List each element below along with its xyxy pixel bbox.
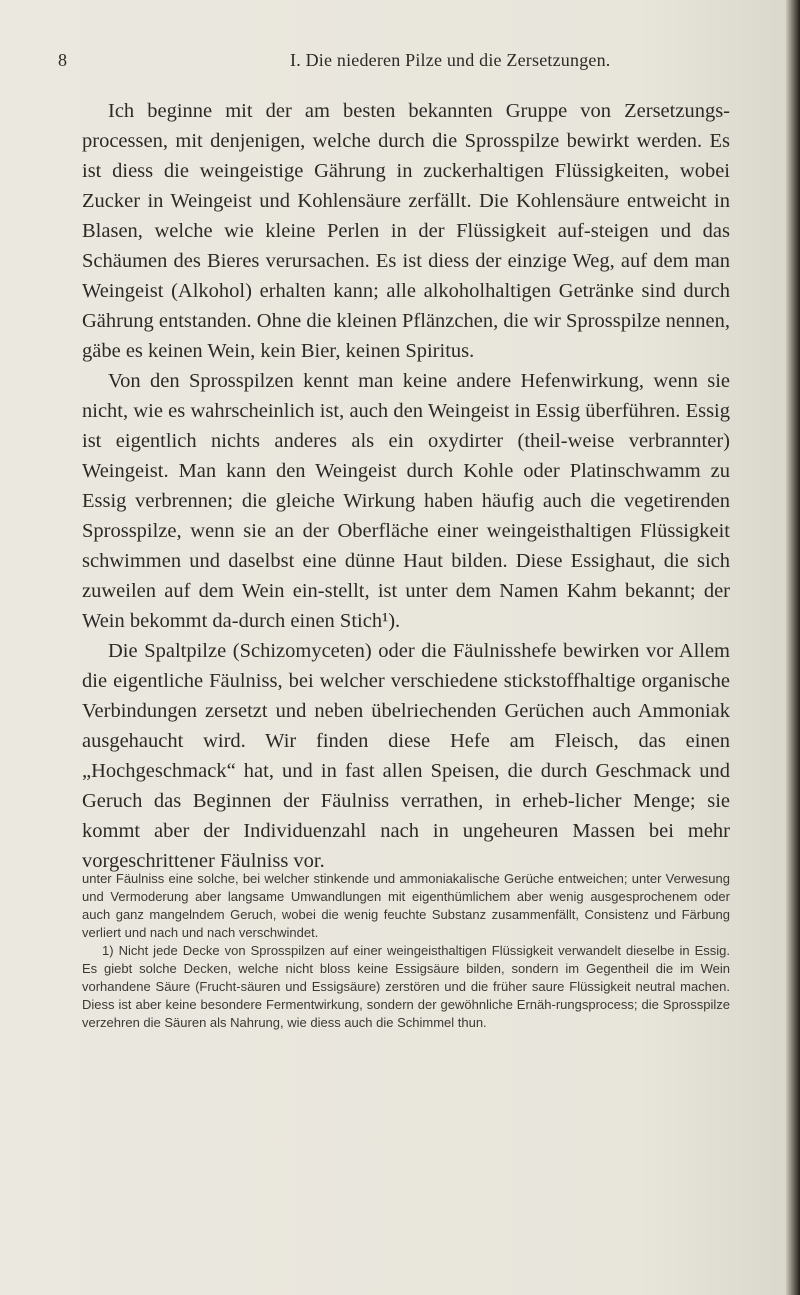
page-edge-shadow [786,0,800,1295]
footnotes [82,870,730,1032]
page-header [40,50,760,80]
page-number: 8 [58,50,67,70]
footnote-continuation: unter Fäulniss eine solche, bei welcher stinkende und ammoniakalische Gerüche entweichen; unter Verwesung und Vermoderung aber langsame Umwandlungen mit eigenthümlichem aber wenig ausgesprochenem oder auch ganz mangelndem Geruch, wobei die wenig feuchte Substanz zusammenfällt, Consistenz und Färbung verliert und nach und nach verschwindet. [82,871,730,940]
paragraph-essig: Von den Sprosspilzen kennt man keine andere Hefenwirkung, wenn sie nicht, wie es wahrscheinlich ist, auch den Weingeist in Essig überführen. Essig ist eigentlich nichts anderes als ein oxydirter (theil-weise verbrannter) Weingeist. Man kann den Weingeist durch Kohle oder Platinschwamm zu Essig verbrennen; die gleiche Wirkung haben häufig auch die vegetirenden Sprosspilze, wenn sie an der Oberfläche einer weingeisthaltigen Flüssigkeit schwimmen und daselbst eine dünne Haut bilden. Diese Essighaut, die sich zuweilen auf dem Wein ein-stellt, ist unter dem Namen Kahm bekannt; der Wein bekommt da-durch einen Stich¹). [82,370,730,632]
running-head: I. Die niederen Pilze und die Zersetzungen. [290,50,611,70]
footnote-1: 1) Nicht jede Decke von Sprosspilzen auf einer weingeisthaltigen Flüssigkeit verwandelt dieselbe in Essig. Es giebt solche Decken, welche nicht bloss keine Essigsäure bilden, sondern im Gegentheil die im Wein vorhandene Säure (Frucht-säuren und Essigsäure) zerstören und die früher saure Flüssigkeit neutral machen. Diess ist aber keine besondere Fermentwirkung, sondern der gewöhnliche Ernäh-rungsprocess; die Sprosspilze verzehren die Säuren als Nahrung, wie diess auch die Schimmel thun. [82,943,730,1030]
paragraph-sprosspilze: Ich beginne mit der am besten bekannten Gruppe von Zersetzungs-processen, mit denjenigen, welche durch die Sprosspilze bewirkt werden. Es ist diess die weingeistige Gährung in zuckerhaltigen Flüssigkeiten, wobei Zucker in Weingeist und Kohlensäure zerfällt. Die Kohlensäure entweicht in Blasen, welche wie kleine Perlen in der Flüssigkeit auf-steigen und das Schäumen des Bieres verursachen. Es ist diess der einzige Weg, auf dem man Weingeist (Alkohol) erhalten kann; alle alkoholhaltigen Getränke sind durch Gährung entstanden. Ohne die kleinen Pflänzchen, die wir Sprosspilze nennen, gäbe es keinen Wein, kein Bier, keinen Spiritus. [82,100,730,362]
paragraph-spaltpilze: Die Spaltpilze (Schizomyceten) oder die Fäulnisshefe bewirken vor Allem die eigentliche Fäulniss, bei welcher verschiedene stickstoffhaltige organische Verbindungen zersetzt und neben übelriechenden Gerüchen auch Ammoniak ausgehaucht wird. Wir finden diese Hefe am Fleisch, das einen „Hochgeschmack“ hat, und in fast allen Speisen, die durch Geschmack und Geruch das Beginnen der Fäulniss verrathen, in erheb-licher Menge; sie kommt aber der Individuenzahl nach in ungeheuren Massen bei mehr vorgeschrittener Fäulniss vor. [82,640,730,872]
main-text [82,96,730,876]
